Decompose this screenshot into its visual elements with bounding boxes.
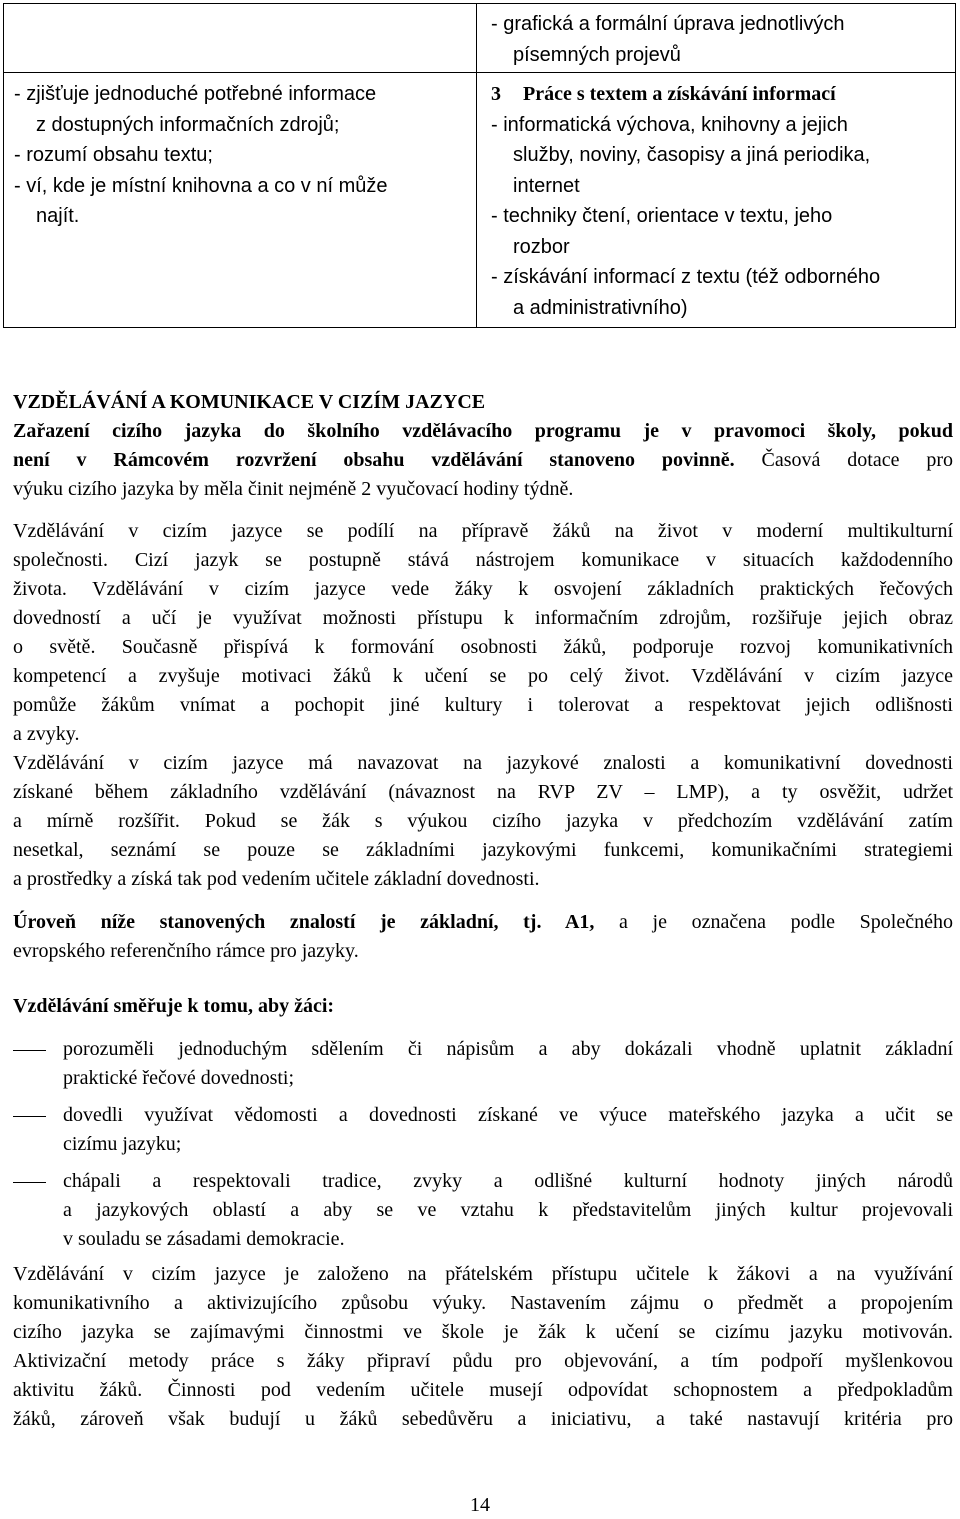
paragraph-line: Vzdělávání v cizím jazyce je založeno na přátelském přístupu učitele k žákovi a na využívání	[13, 1263, 953, 1285]
text: Časová dotace pro	[734, 449, 953, 471]
paragraph-line: o světě. Současně přispívá k formování osobnosti žáků, podporuje rozvoj komunikativních	[13, 636, 953, 658]
paragraph-line: a mírně rozšířit. Pokud se žák s výukou cizího jazyka v předchozím vzdělávání zatím	[13, 810, 953, 832]
paragraph-line: žáků, zároveň však budují u žáků sebedůvěru a iniciativu, a také nastavují kritéria pro	[13, 1408, 953, 1430]
paragraph-line: cizího jazyka se zajímavými činnostmi ve škole je žák k učení se cizímu jazyku motivován.	[13, 1321, 953, 1343]
paragraph-line: kompetencí a zvyšuje motivaci žáků k učení se po celý život. Vzdělávání v cizím jazyce	[13, 665, 953, 687]
paragraph-line: a zvyky.	[13, 723, 80, 745]
curriculum-table	[3, 3, 956, 328]
list-item-line: v souladu se zásadami demokracie.	[63, 1228, 345, 1250]
list-item-line: chápali a respektovali tradice, zvyky a odlišné kulturní hodnoty jiných národů	[63, 1170, 953, 1192]
cell-line: - grafická a formální úprava jednotlivých	[491, 13, 845, 35]
cell-line: a administrativního)	[513, 296, 688, 319]
cell-line: služby, noviny, časopisy a jiná periodika,	[513, 144, 871, 166]
list-item-line: dovedli využívat vědomosti a dovednosti získané ve výuce mateřského jazyka a učit se	[63, 1104, 953, 1126]
paragraph-line: dovedností a učí je využívat možnosti přístupu k informačním zdrojům, rozšiřuje jejich obraz	[13, 607, 953, 629]
paragraph-line: komunikativního a aktivizujícího způsobu výuky. Nastavením zájmu o předmět a propojením	[13, 1292, 953, 1314]
table-column-divider	[476, 4, 477, 327]
list-item-line: a jazykových oblastí a aby se ve vztahu k představitelům jiných kultur projevovali	[63, 1199, 953, 1221]
list-item	[13, 1035, 953, 1093]
paragraph-line: nesetkal, seznámí se pouze se základními jazykovými funkcemi, komunikačními strategiemi	[13, 839, 953, 861]
aims-heading: Vzdělávání směřuje k tomu, aby žáci:	[13, 995, 335, 1017]
paragraph-line: Zařazení cizího jazyka do školního vzdělávacího programu je v pravomoci školy, pokud	[13, 420, 953, 442]
paragraph-line: společnosti. Cizí jazyk se postupně stává nástrojem komunikace v situacích každodenního	[13, 549, 953, 571]
page-number: 14	[470, 1494, 490, 1516]
paragraph-line: Vzdělávání v cizím jazyce se podílí na přípravě žáků na život v moderní multikulturní	[13, 520, 953, 542]
cell-line: - získávání informací z textu (též odborného	[491, 266, 881, 288]
cell-line: z dostupných informačních zdrojů;	[36, 113, 340, 136]
cell-line: rozbor	[513, 235, 570, 258]
paragraph-line: a prostředky a získá tak pod vedením učitele základní dovednosti.	[13, 868, 540, 890]
table-row-divider	[4, 72, 955, 73]
paragraph-line: získané během základního vzdělávání (návaznost na RVP ZV – LMP), a ty osvěžit, udržet	[13, 781, 953, 803]
list-item-line: porozuměli jednoduchým sdělením či nápisům a aby dokázali vhodně uplatnit základní	[63, 1038, 953, 1060]
paragraph-line: života. Vzdělávání v cizím jazyce vede žáky k osvojení základních praktických řečových	[13, 578, 953, 600]
section-heading: VZDĚLÁVÁNÍ A KOMUNIKACE V CIZÍM JAZYCE	[13, 391, 486, 413]
paragraph-line: Vzdělávání v cizím jazyce má navazovat na jazykové znalosti a komunikativní dovednosti	[13, 752, 953, 774]
table-right-cell	[491, 79, 946, 323]
main-text	[13, 388, 953, 1434]
cell-line: - zjišťuje jednoduché potřebné informace	[14, 83, 377, 105]
section-heading	[491, 79, 946, 110]
cell-line: - informatická výchova, knihovny a jejich	[491, 113, 848, 136]
bold-text: není v Rámcovém rozvržení obsahu vzdělávání stanoveno povinně.	[13, 449, 735, 471]
cell-line: internet	[513, 174, 580, 197]
paragraph-line	[13, 908, 953, 937]
cell-line: - ví, kde je místní knihovna a co v ní může	[14, 174, 388, 197]
cell-line: - techniky čtení, orientace v textu, jeho	[491, 205, 833, 227]
bold-text: Úroveň níže stanovených znalostí je základní, tj. A1,	[13, 911, 595, 933]
paragraph-line: výuku cizího jazyka by měla činit nejméně 2 vyučovací hodiny týdně.	[13, 478, 574, 500]
paragraph-line	[13, 446, 953, 475]
paragraph-line: evropského referenčního rámce pro jazyky.	[13, 940, 359, 962]
section-number: 3	[491, 83, 501, 105]
list-item	[13, 1101, 953, 1159]
table-left-cell	[14, 79, 469, 232]
paragraph-line: pomůže žákům vnímat a pochopit jiné kultury i tolerovat a respektovat jejich odlišnosti	[13, 694, 953, 716]
cell-line: najít.	[36, 205, 80, 227]
text: a je označena podle Společného	[594, 911, 953, 933]
list-item-line: cizímu jazyku;	[63, 1133, 182, 1155]
table-right-top-cell	[491, 9, 946, 70]
list-item-line: praktické řečové dovednosti;	[63, 1067, 295, 1089]
section-title: Práce s textem a získávání informací	[523, 83, 836, 105]
list-item	[13, 1167, 953, 1254]
cell-line: - rozumí obsahu textu;	[14, 144, 213, 166]
paragraph-line: Aktivizační metody práce s žáky připraví půdu pro objevování, a tím podpoří myšlenkovou	[13, 1350, 953, 1372]
paragraph-line: aktivitu žáků. Činnosti pod vedením učitele musejí odpovídat schopnostem a předpokladům	[13, 1379, 953, 1401]
cell-line: písemných projevů	[513, 43, 681, 66]
